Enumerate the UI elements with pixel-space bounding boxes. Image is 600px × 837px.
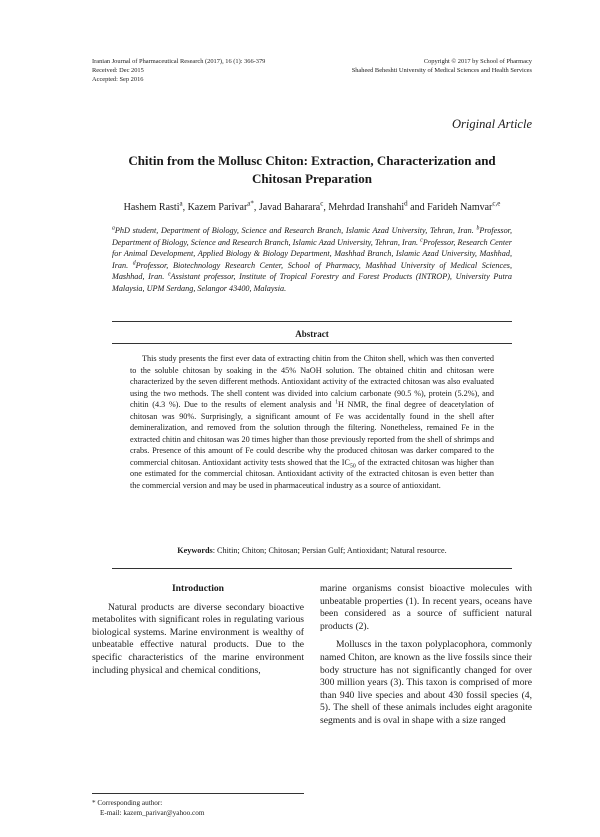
ic50-subscript: 50 (350, 463, 356, 470)
author-affil-mark: a (179, 199, 183, 208)
journal-header-left (92, 58, 265, 84)
author-separator: and (407, 202, 428, 213)
affil-mark: a (112, 225, 115, 232)
left-column (92, 583, 304, 677)
divider-below-keywords (112, 568, 512, 569)
keywords-text: : Chitin; Chiton; Chitosan; Persian Gulf; Antioxidant; Natural resource. (212, 546, 447, 555)
accepted-date: Accepted: Sep 2016 (92, 75, 144, 83)
affiliation-text: Professor, Department of Biology, Science and Research Branch, Islamic Azad University, Tehran, Iran. (112, 226, 512, 247)
journal-citation: Iranian Journal of Pharmaceutical Research (2017), 16 (1): 366-379 (92, 58, 266, 65)
author-list (92, 199, 532, 213)
introduction-heading: Introduction (171, 583, 225, 594)
footnote-divider (92, 793, 304, 794)
divider-below-abstract-heading (112, 343, 512, 344)
affiliation-text: Assistant professor, Institute of Tropical Forestry and Forest Products (INTROP), University Putra Malaysia, UPM Serdang, Selangor 43400, Malaysia. (112, 272, 513, 293)
right-column (320, 583, 532, 728)
publisher-line: Shaheed Beheshti University of Medical Sciences and Health Services (351, 66, 532, 74)
abstract-part-2: H NMR, the final degree of deacetylation of chitosan was 90%. Surprisingly, a significant amount of Fe was accidentally found in the shell after demineralization, and removed from the solution through the filtering. Nonetheless, remained Fe in the extracted chitin and chitosan was 20 times higher than those previously reported from the shell of shrimps and crabs. Presence of this amount of Fe could describe why the produced chitosan was darker compared to the commercial chitosan. Antioxidant activity tests showed that the IC (130, 400, 494, 467)
corresponding-author-label: * Corresponding author: (92, 799, 163, 807)
abstract-heading: Abstract (295, 329, 329, 339)
affil-mark: d (132, 259, 136, 266)
author-affil-mark: d (404, 199, 408, 208)
author-affil-mark: c (320, 199, 324, 208)
journal-header-right (352, 58, 532, 76)
article-title (92, 152, 532, 188)
title-line-2: Chitosan Preparation (251, 171, 372, 186)
author-separator: , (323, 202, 329, 213)
author-affil-mark: a* (247, 199, 254, 208)
abstract-sentence-1: This study presents the first ever data of extracting chitin from the Chiton shell, which was then converted to the soluble chitosan by soaking in the 45% NaOH solution. The obtained chitin and chitosan were characterized by the seven different methods. Antioxidant activity of the extracted chitosan was also evaluated using the two methods. (130, 354, 494, 398)
author-name: Mehrdad Iranshahi (328, 202, 405, 213)
abstract-part-3: of the extracted chitosan was higher than one estimated for the commercial chitosan. Antioxidant activity of the extracted chitosan is even better than the commercial version and may be used in pharmaceutical industry as a source of antioxidant. (130, 457, 495, 491)
article-type: Original Article (452, 117, 532, 131)
nmr-superscript: 1 (335, 399, 339, 406)
title-line-1: Chitin from the Mollusc Chiton: Extraction, Characterization and (128, 153, 496, 168)
intro-paragraph-continued: marine organisms consist bioactive molecules with unbeatable properties (1). In recent years, oceans have been considered as a source of sufficient natural products (2). (320, 583, 532, 632)
affiliations (112, 225, 512, 294)
affil-mark: c (420, 236, 423, 243)
abstract-part-1: The shell content was divided into calcium carbonate (90.5 %), protein (5.2%), and chitin (4.3 %). Due to the results of element analysis and (130, 388, 494, 410)
author-separator: , (253, 202, 259, 213)
intro-paragraph-2: Molluscs in the taxon polyplacophora, commonly named Chiton, are known as the live fossils since their body structure has not significantly changed for over 300 million years (3). This taxon is comprised of more than 940 live species and about 430 fossil species (4, 5). The shell of these animals includes eight aragonite segments and is oval in shape with a size ranged (320, 639, 532, 726)
author-name: Hashem Rasti (123, 202, 180, 213)
keywords (130, 546, 494, 555)
abstract-text (130, 353, 494, 492)
author-name: Kazem Parivar (187, 202, 248, 213)
affil-mark: b (476, 225, 480, 232)
author-name: Farideh Namvar (427, 202, 493, 213)
author-name: Javad Baharara (258, 202, 321, 213)
copyright-line: Copyright © 2017 by School of Pharmacy (423, 58, 532, 65)
corresponding-email: E-mail: kazem_parivar@yahoo.com (100, 809, 205, 817)
intro-paragraph-1: Natural products are diverse secondary bioactive metabolites with significant roles in regulating various biological systems. Marine environment is wealthy of unbeatable effective natural products. Due to the specific characteristics of the marine environment including physical and chemical conditions, (92, 601, 304, 676)
affiliation-text: Professor, Research Center for Animal Development, Applied Biology & Biology Department, Mashhad Branch, Islamic Azad University, Mashhad, Iran. (112, 237, 512, 270)
received-date: Received: Dec 2015 (92, 66, 144, 74)
affiliation-text: Professor, Biotechnology Research Center, School of Pharmacy, Mashhad University of Medical Sciences, Mashhad, Iran. (112, 260, 512, 281)
divider-above-abstract (112, 321, 512, 322)
footnote (92, 798, 204, 818)
affiliation-text: PhD student, Department of Biology, Science and Research Branch, Islamic Azad University, Tehran, Iran. (114, 226, 477, 235)
author-affil-mark: c,e (492, 199, 501, 208)
keywords-label: Keywords (177, 546, 213, 555)
author-separator: , (182, 202, 188, 213)
affil-mark: e (167, 271, 171, 278)
